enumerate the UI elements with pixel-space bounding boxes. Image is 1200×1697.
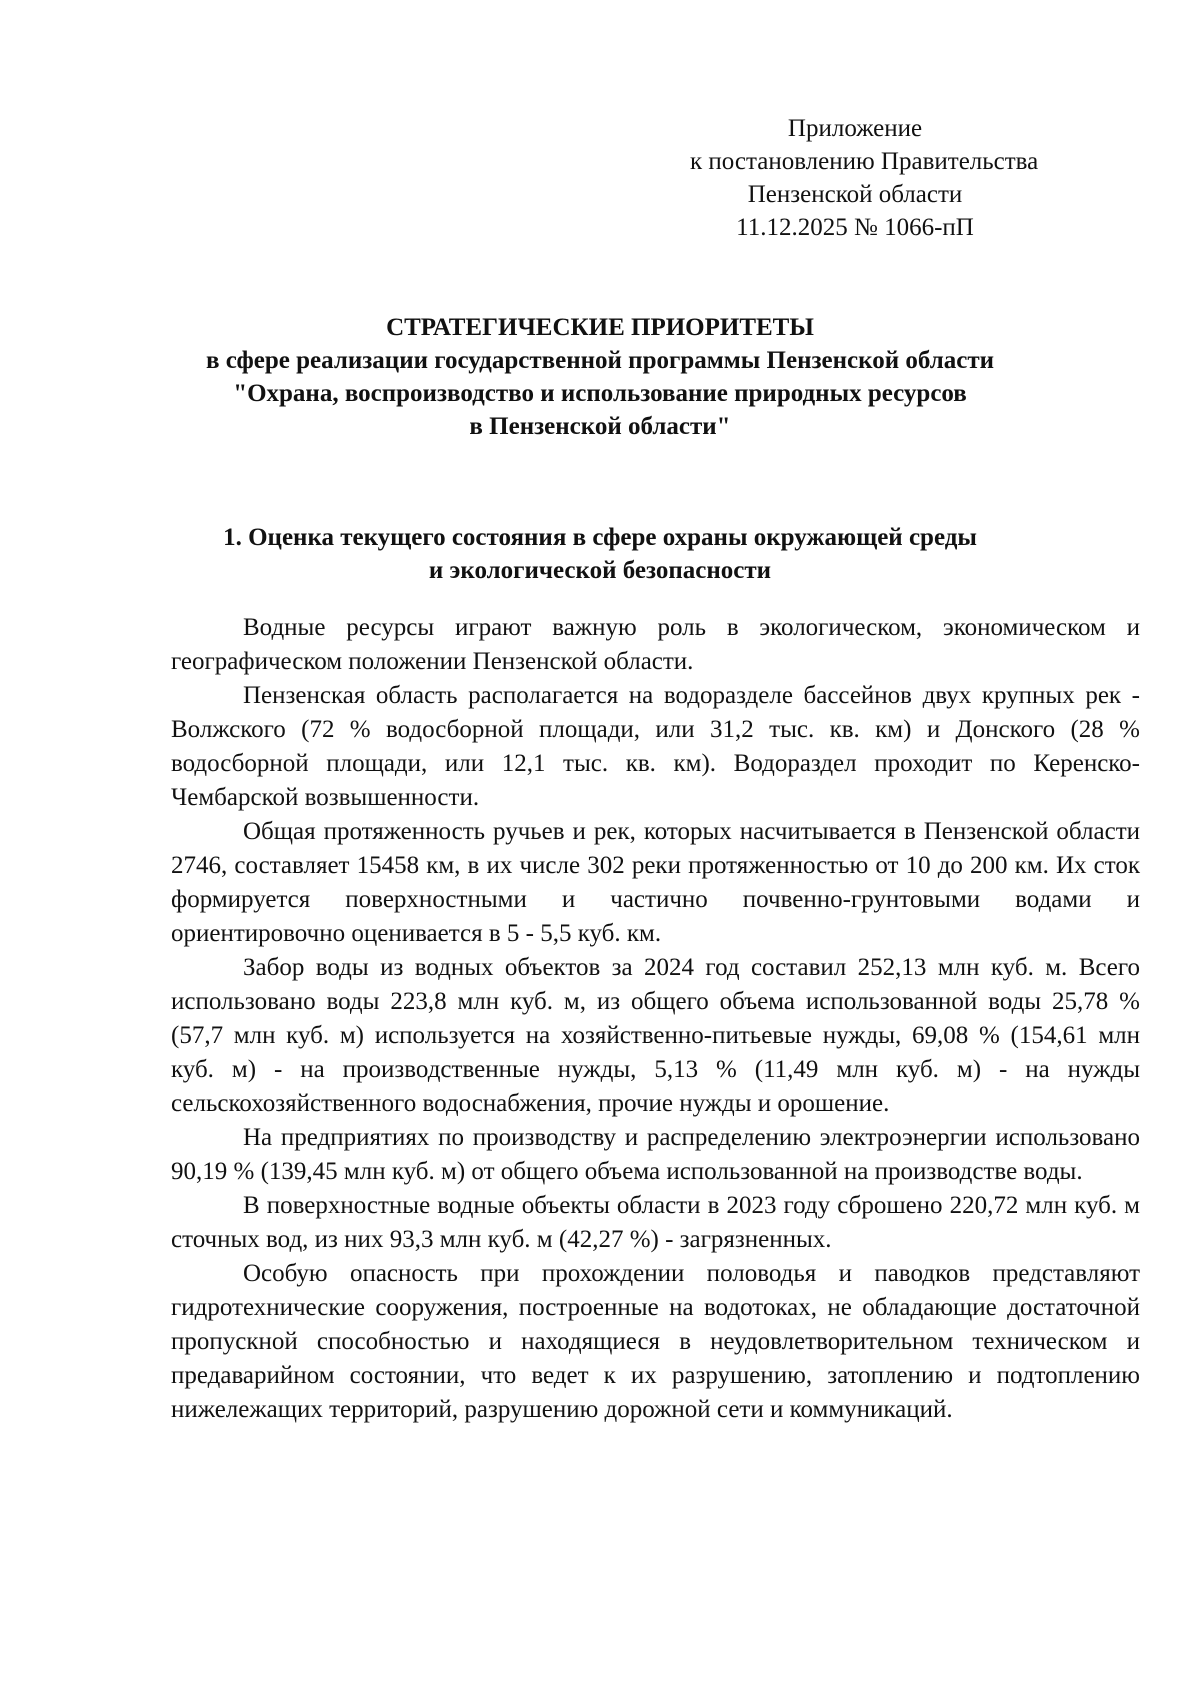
title-line: в сфере реализации государственной программы Пензенской области <box>205 347 995 374</box>
paragraph: В поверхностные водные объекты области в 2023 году сброшено 220,72 млн куб. м сточных вод, из них 93,3 млн куб. м (42,27 %) - загрязненных. <box>171 1192 1140 1253</box>
appendix-block <box>690 112 1039 244</box>
section-heading-line: и экологической безопасности <box>428 557 772 584</box>
section-1-heading <box>170 521 1030 587</box>
paragraph: Забор воды из водных объектов за 2024 год составил 252,13 млн куб. м. Всего использовано воды 223,8 млн куб. м, из общего объема использованной воды 25,78 % (57,7 млн куб. м) используется на хозяйственно-питьевые нужды, 69,08 % (154,61 млн куб. м) - на производственные нужды, 5,13 % (11,49 млн куб. м) - на нужды сельскохозяйственного водоснабжения, прочие нужды и орошение. <box>171 954 1140 1117</box>
title-line: "Охрана, воспроизводство и использование природных ресурсов <box>233 380 967 407</box>
paragraph: Пензенская область располагается на водоразделе бассейнов двух крупных рек - Волжского (72 % водосборной площади, или 31,2 тыс. кв. км) и Донского (28 % водосборной площади, или 12,1 тыс. кв. км). Водораздел проходит по Керенско-Чембарской возвышенности. <box>171 682 1140 811</box>
paragraph: Водные ресурсы играют важную роль в экологическом, экономическом и географическом положении Пензенской области. <box>171 614 1140 675</box>
paragraph: Общая протяженность ручьев и рек, которых насчитывается в Пензенской области 2746, составляет 15458 км, в их числе 302 реки протяженностью от 10 до 200 км. Их сток формируется поверхностными и частично почвенно-грунтовыми водами и ориентировочно оценивается в 5 - 5,5 куб. км. <box>171 818 1140 947</box>
document-title <box>170 311 1030 443</box>
appendix-region: Пензенской области <box>747 181 963 208</box>
section-1-body <box>171 611 1140 1427</box>
paragraph: Особую опасность при прохождении половодья и паводков представляют гидротехнические сооружения, построенные на водотоках, не обладающие достаточной пропускной способностью и находящиеся в неудовлетворительном техническом и предаварийном состоянии, что ведет к их разрушению, затоплению и подтоплению нижележащих территорий, разрушению дорожной сети и коммуникаций. <box>171 1260 1140 1423</box>
section-heading-line: 1. Оценка текущего состояния в сфере охраны окружающей среды <box>223 524 977 551</box>
paragraph: На предприятиях по производству и распределению электроэнергии использовано 90,19 % (139,45 млн куб. м) от общего объема использованной на производстве воды. <box>171 1124 1140 1185</box>
title-line: в Пензенской области" <box>469 413 731 440</box>
appendix-label: Приложение <box>787 115 923 142</box>
appendix-resolution-ref: к постановлению Правительства <box>690 148 1039 175</box>
appendix-date-number: 11.12.2025 № 1066-пП <box>736 214 974 241</box>
title-line: СТРАТЕГИЧЕСКИЕ ПРИОРИТЕТЫ <box>386 314 814 341</box>
